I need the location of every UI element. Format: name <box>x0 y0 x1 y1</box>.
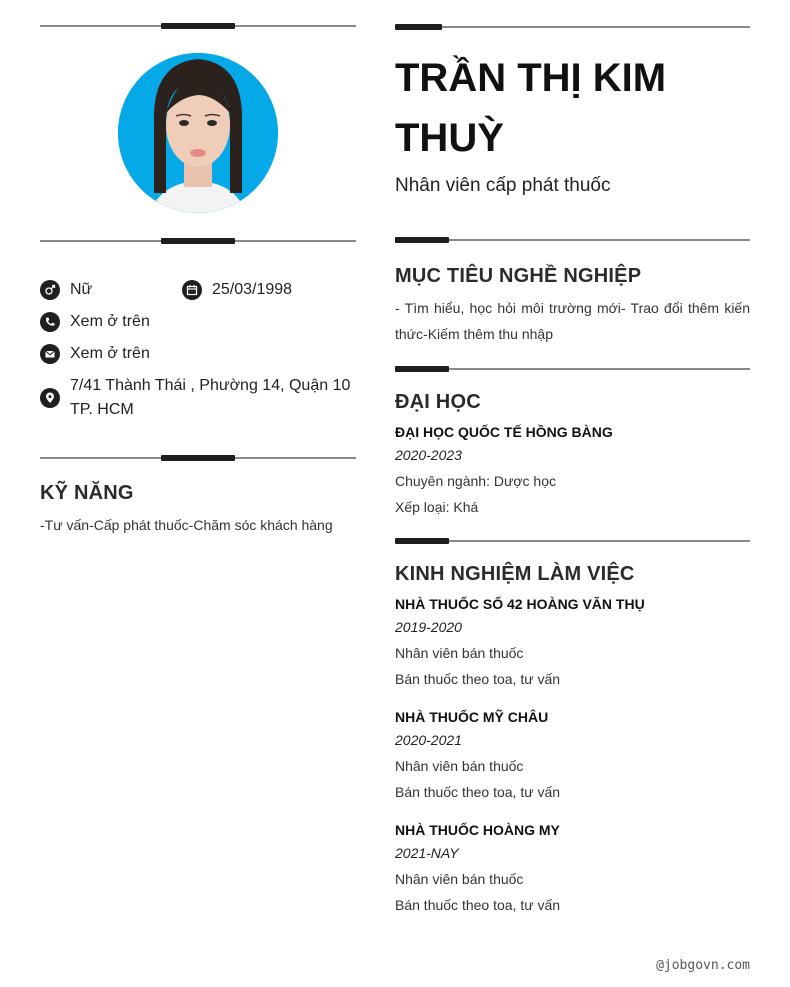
birthdate-value: 25/03/1998 <box>212 281 293 298</box>
email-value: Xem ở trên <box>70 345 150 362</box>
divider-left-photo <box>40 238 356 244</box>
birthdate-row <box>182 278 292 302</box>
experience-desc: Bán thuốc theo toa, tư vấn <box>395 671 561 687</box>
experience-role: Nhân viên bán thuốc <box>395 871 524 887</box>
footer-brand: @jobgovn.com <box>656 958 750 973</box>
phone-icon <box>40 312 60 332</box>
email-row <box>40 342 150 366</box>
experience-entry <box>395 820 750 918</box>
education-major: Chuyên ngành: Dược học <box>395 473 556 489</box>
profile-photo <box>118 53 278 213</box>
experience-period: 2021-NAY <box>395 845 459 861</box>
phone-row <box>40 310 150 334</box>
skills-title: KỸ NĂNG <box>40 482 134 504</box>
experience-entry <box>395 594 750 692</box>
divider-left-skills <box>40 455 356 461</box>
divider-education <box>395 366 750 372</box>
candidate-position: Nhân viên cấp phát thuốc <box>395 175 611 196</box>
gender-value: Nữ <box>70 281 93 298</box>
experience-org: NHÀ THUỐC MỸ CHÂU <box>395 709 549 725</box>
experience-org: NHÀ THUỐC SỐ 42 HOÀNG VĂN THỤ <box>395 596 645 612</box>
education-grade: Xếp loại: Khá <box>395 499 479 515</box>
education-school: ĐẠI HỌC QUỐC TẾ HỒNG BÀNG <box>395 424 613 440</box>
education-title: ĐẠI HỌC <box>395 391 481 413</box>
experience-title: KINH NGHIỆM LÀM VIỆC <box>395 563 635 585</box>
location-pin-icon <box>40 388 60 408</box>
address-value: 7/41 Thành Thái , Phường 14, Quận 10 TP. HCM <box>70 377 351 418</box>
experience-period: 2019-2020 <box>395 619 462 635</box>
divider-objective <box>395 237 750 243</box>
divider-left-top <box>40 23 356 29</box>
experience-desc: Bán thuốc theo toa, tư vấn <box>395 897 561 913</box>
address-row <box>40 374 356 422</box>
divider-right-top <box>395 24 750 30</box>
objective-text: - Tìm hiểu, học hỏi môi trường mới- Trao đổi thêm kiến thức-Kiếm thêm thu nhập <box>395 300 750 342</box>
experience-desc: Bán thuốc theo toa, tư vấn <box>395 784 561 800</box>
experience-org: NHÀ THUỐC HOÀNG MY <box>395 822 560 838</box>
email-icon <box>40 344 60 364</box>
experience-period: 2020-2021 <box>395 732 462 748</box>
experience-role: Nhân viên bán thuốc <box>395 758 524 774</box>
gender-row <box>40 278 92 302</box>
calendar-icon <box>182 280 202 300</box>
skills-text: -Tư vấn-Cấp phát thuốc-Chăm sóc khách hàng <box>40 517 333 533</box>
candidate-name: TRẦN THỊ KIM THUỲ <box>395 56 667 160</box>
education-period: 2020-2023 <box>395 447 462 463</box>
experience-entry <box>395 707 750 805</box>
education-entry <box>395 422 750 520</box>
gender-icon <box>40 280 60 300</box>
experience-role: Nhân viên bán thuốc <box>395 645 524 661</box>
divider-experience <box>395 538 750 544</box>
phone-value: Xem ở trên <box>70 313 150 330</box>
objective-title: MỤC TIÊU NGHỀ NGHIỆP <box>395 265 642 287</box>
